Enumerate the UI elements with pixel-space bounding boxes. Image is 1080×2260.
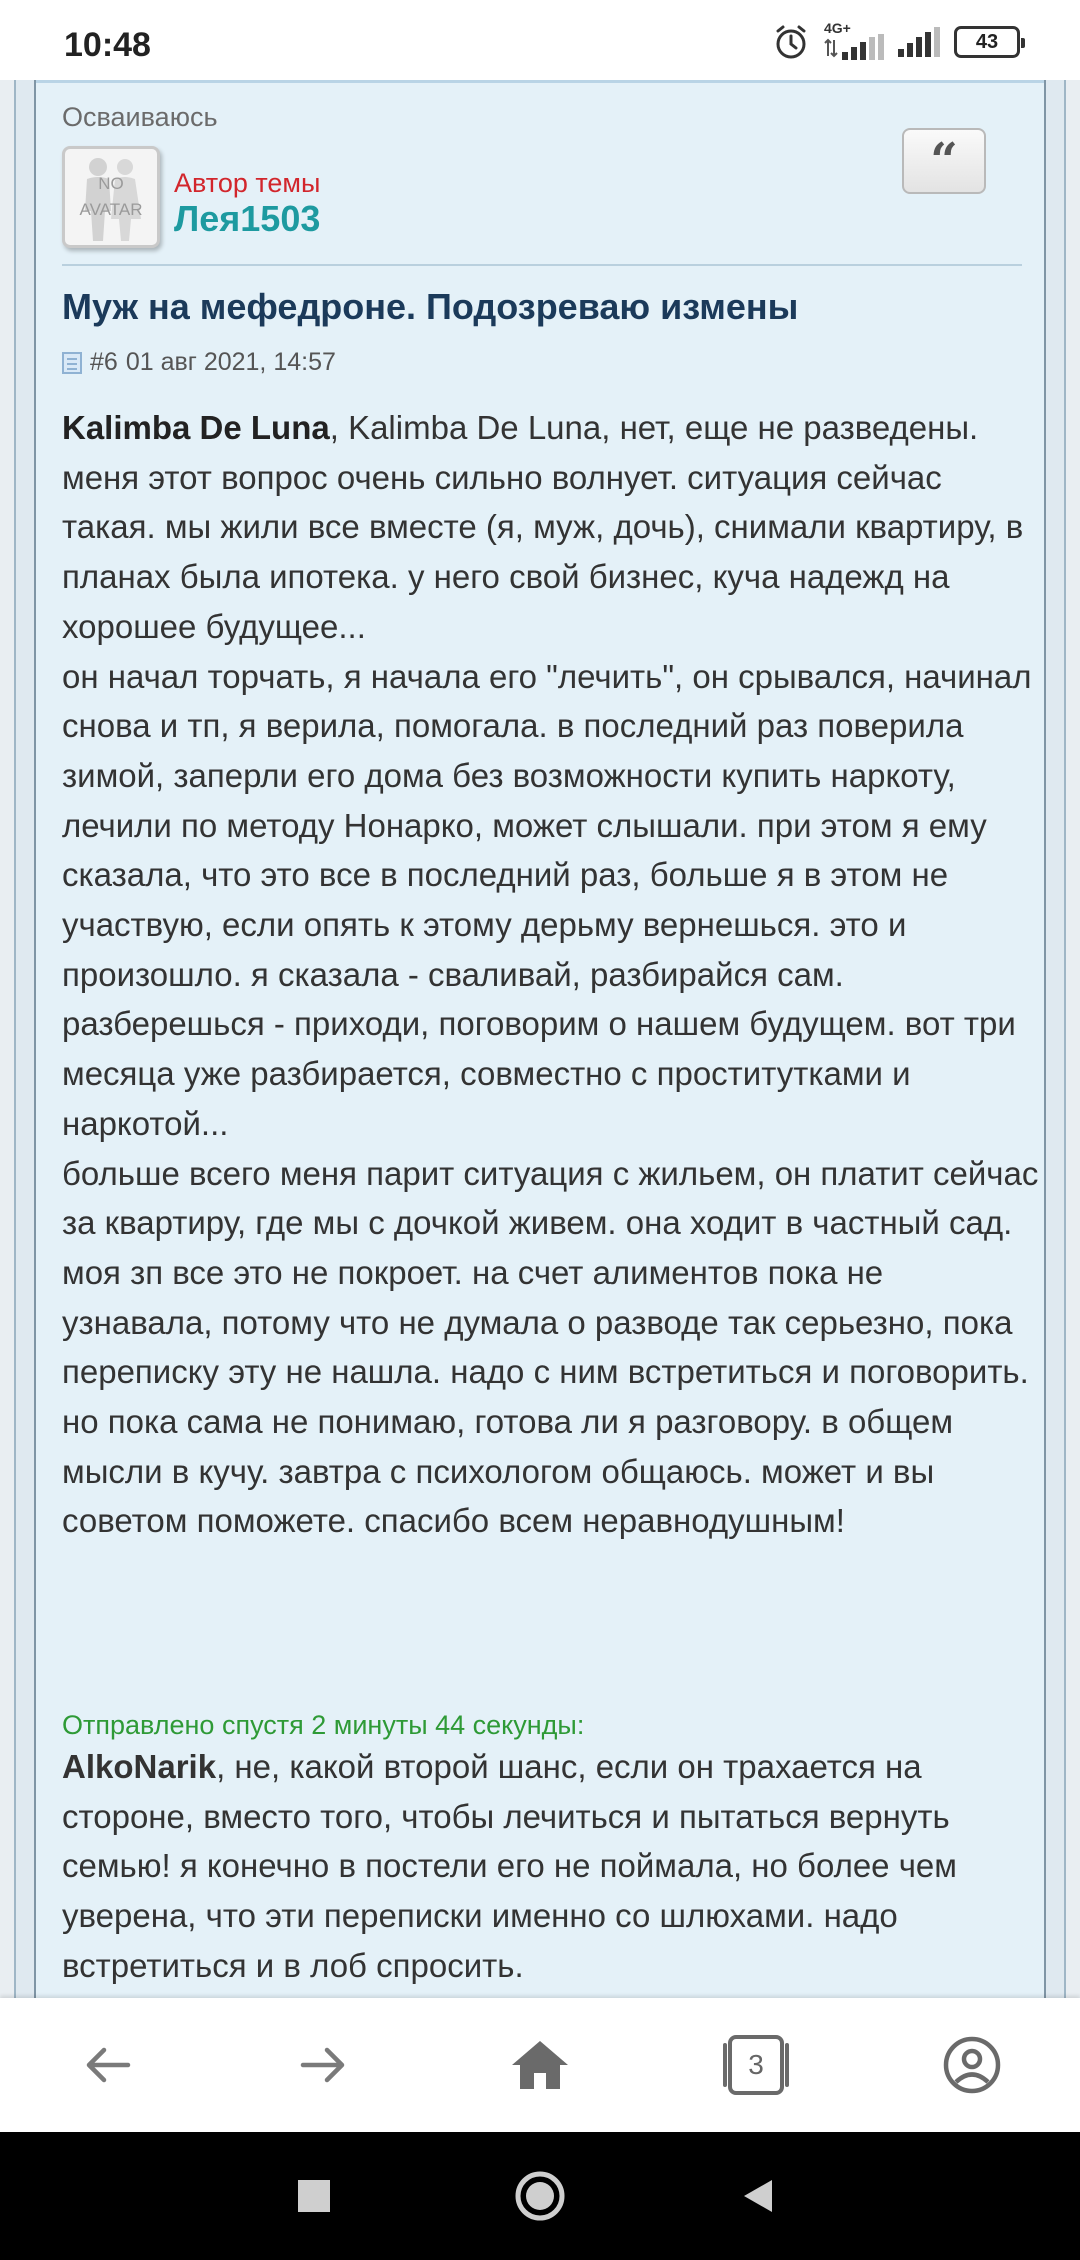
author-name[interactable]: Лея1503 [174, 198, 321, 239]
author-role: Автор темы [174, 168, 321, 198]
avatar[interactable] [62, 146, 160, 248]
post-title[interactable]: Муж на мефедроне. Подозреваю измены [62, 286, 799, 327]
page-content [0, 80, 1080, 1998]
recents-button[interactable] [282, 2164, 346, 2228]
tabs-count: 3 [748, 2049, 764, 2080]
alarm-icon [772, 23, 810, 61]
post-paragraph [62, 1742, 1042, 1991]
status-time: 10:48 [64, 26, 151, 64]
system-home-button[interactable] [508, 2164, 572, 2228]
post-paragraph: больше всего меня парит ситуация с жильем, он платит сейчас за квартиру, где мы с дочкой живем. она ходит в частный сад. моя зп все это не покроет. на счет алиментов пока не узнавала, потому что не думала о разводе так серьезно, пока переписку эту не нашла. надо с ним встретиться и поговорить. но пока сама не понимаю, готова ли я разговору. в общем мысли в кучу. завтра с психологом общаюсь. может и вы советом поможете. спасибо всем неравнодушным! [62, 1154, 1039, 1540]
triangle-back-icon [738, 2176, 778, 2216]
square-icon [296, 2178, 332, 2214]
post-top-line [36, 80, 1044, 83]
quote-button[interactable] [902, 128, 986, 194]
post-text: , Kalimba De Luna, нет, еще не разведены. меня этот вопрос очень сильно волнует. ситуация сейчас такая. мы жили все вместе (я, муж, дочь), снимали квартиру, в планах была ипотека. у него свой бизнес, куча надежд на хорошее будущее... [62, 409, 1024, 645]
network-label: 4G+ [824, 20, 851, 36]
post-body-second [62, 1742, 1042, 1991]
post-date: 01 авг 2021, 14:57 [125, 348, 336, 376]
arrow-right-icon [295, 2037, 351, 2093]
forward-button[interactable] [283, 2025, 363, 2105]
post-meta [62, 348, 336, 377]
circle-icon [513, 2169, 567, 2223]
quote-icon: “ [930, 133, 958, 189]
post-addressee[interactable]: Kalimba De Luna [62, 409, 330, 446]
profile-button[interactable] [932, 2025, 1012, 2105]
signal-icon [898, 27, 940, 57]
battery-level: 43 [975, 30, 999, 53]
back-button[interactable] [68, 2025, 148, 2105]
arrow-left-icon [80, 2037, 136, 2093]
signal-4g-icon [824, 20, 884, 60]
status-icons [772, 22, 1020, 62]
status-bar [0, 0, 1080, 80]
avatar-placeholder-text: NO AVATAR [79, 174, 143, 219]
battery-icon [954, 26, 1020, 58]
post-body [62, 403, 1042, 1546]
merged-post-notice: Отправлено спустя 2 минуты 44 секунды: [62, 1710, 585, 1740]
system-navigation-bar [0, 2132, 1080, 2260]
account-icon [942, 2035, 1002, 2095]
author-rank: Осваиваюсь [62, 102, 218, 132]
post-header-divider [62, 264, 1022, 266]
post-text: , не, какой второй шанс, если он трахается на стороне, вместо того, чтобы лечиться и пытаться вернуть семью! я конечно в постели его не поймала, но более чем уверена, что эти переписки именно со шлюхами. надо встретиться и в лоб спросить. [62, 1748, 957, 1984]
forum-post [34, 80, 1046, 1998]
post-paragraph [62, 403, 1042, 652]
post-number[interactable]: #6 [90, 348, 118, 376]
tabs-button[interactable] [716, 2025, 796, 2105]
browser-bottom-bar [0, 1998, 1080, 2132]
home-icon [510, 2037, 570, 2093]
post-addressee[interactable]: AlkoNarik [62, 1748, 217, 1785]
home-button[interactable] [500, 2025, 580, 2105]
post-paragraph: он начал торчать, я начала его "лечить", он срывался, начинал снова и тп, я верила, помогала. в последний раз поверила зимой, заперли его дома без возможности купить наркоту, лечили по методу Нонарко, может слышали. при этом я ему сказала, что это все в последний раз, больше я в этом не участвую, если опять к этому дерьму вернешься. это и произошло. я сказала - сваливай, разбирайся сам. разберешься - приходи, поговорим о нашем будущем. вот три месяца уже разбирается, совместно с проститутками и наркотой... [62, 657, 1032, 1142]
system-back-button[interactable] [726, 2164, 790, 2228]
post-document-icon[interactable] [62, 352, 82, 374]
